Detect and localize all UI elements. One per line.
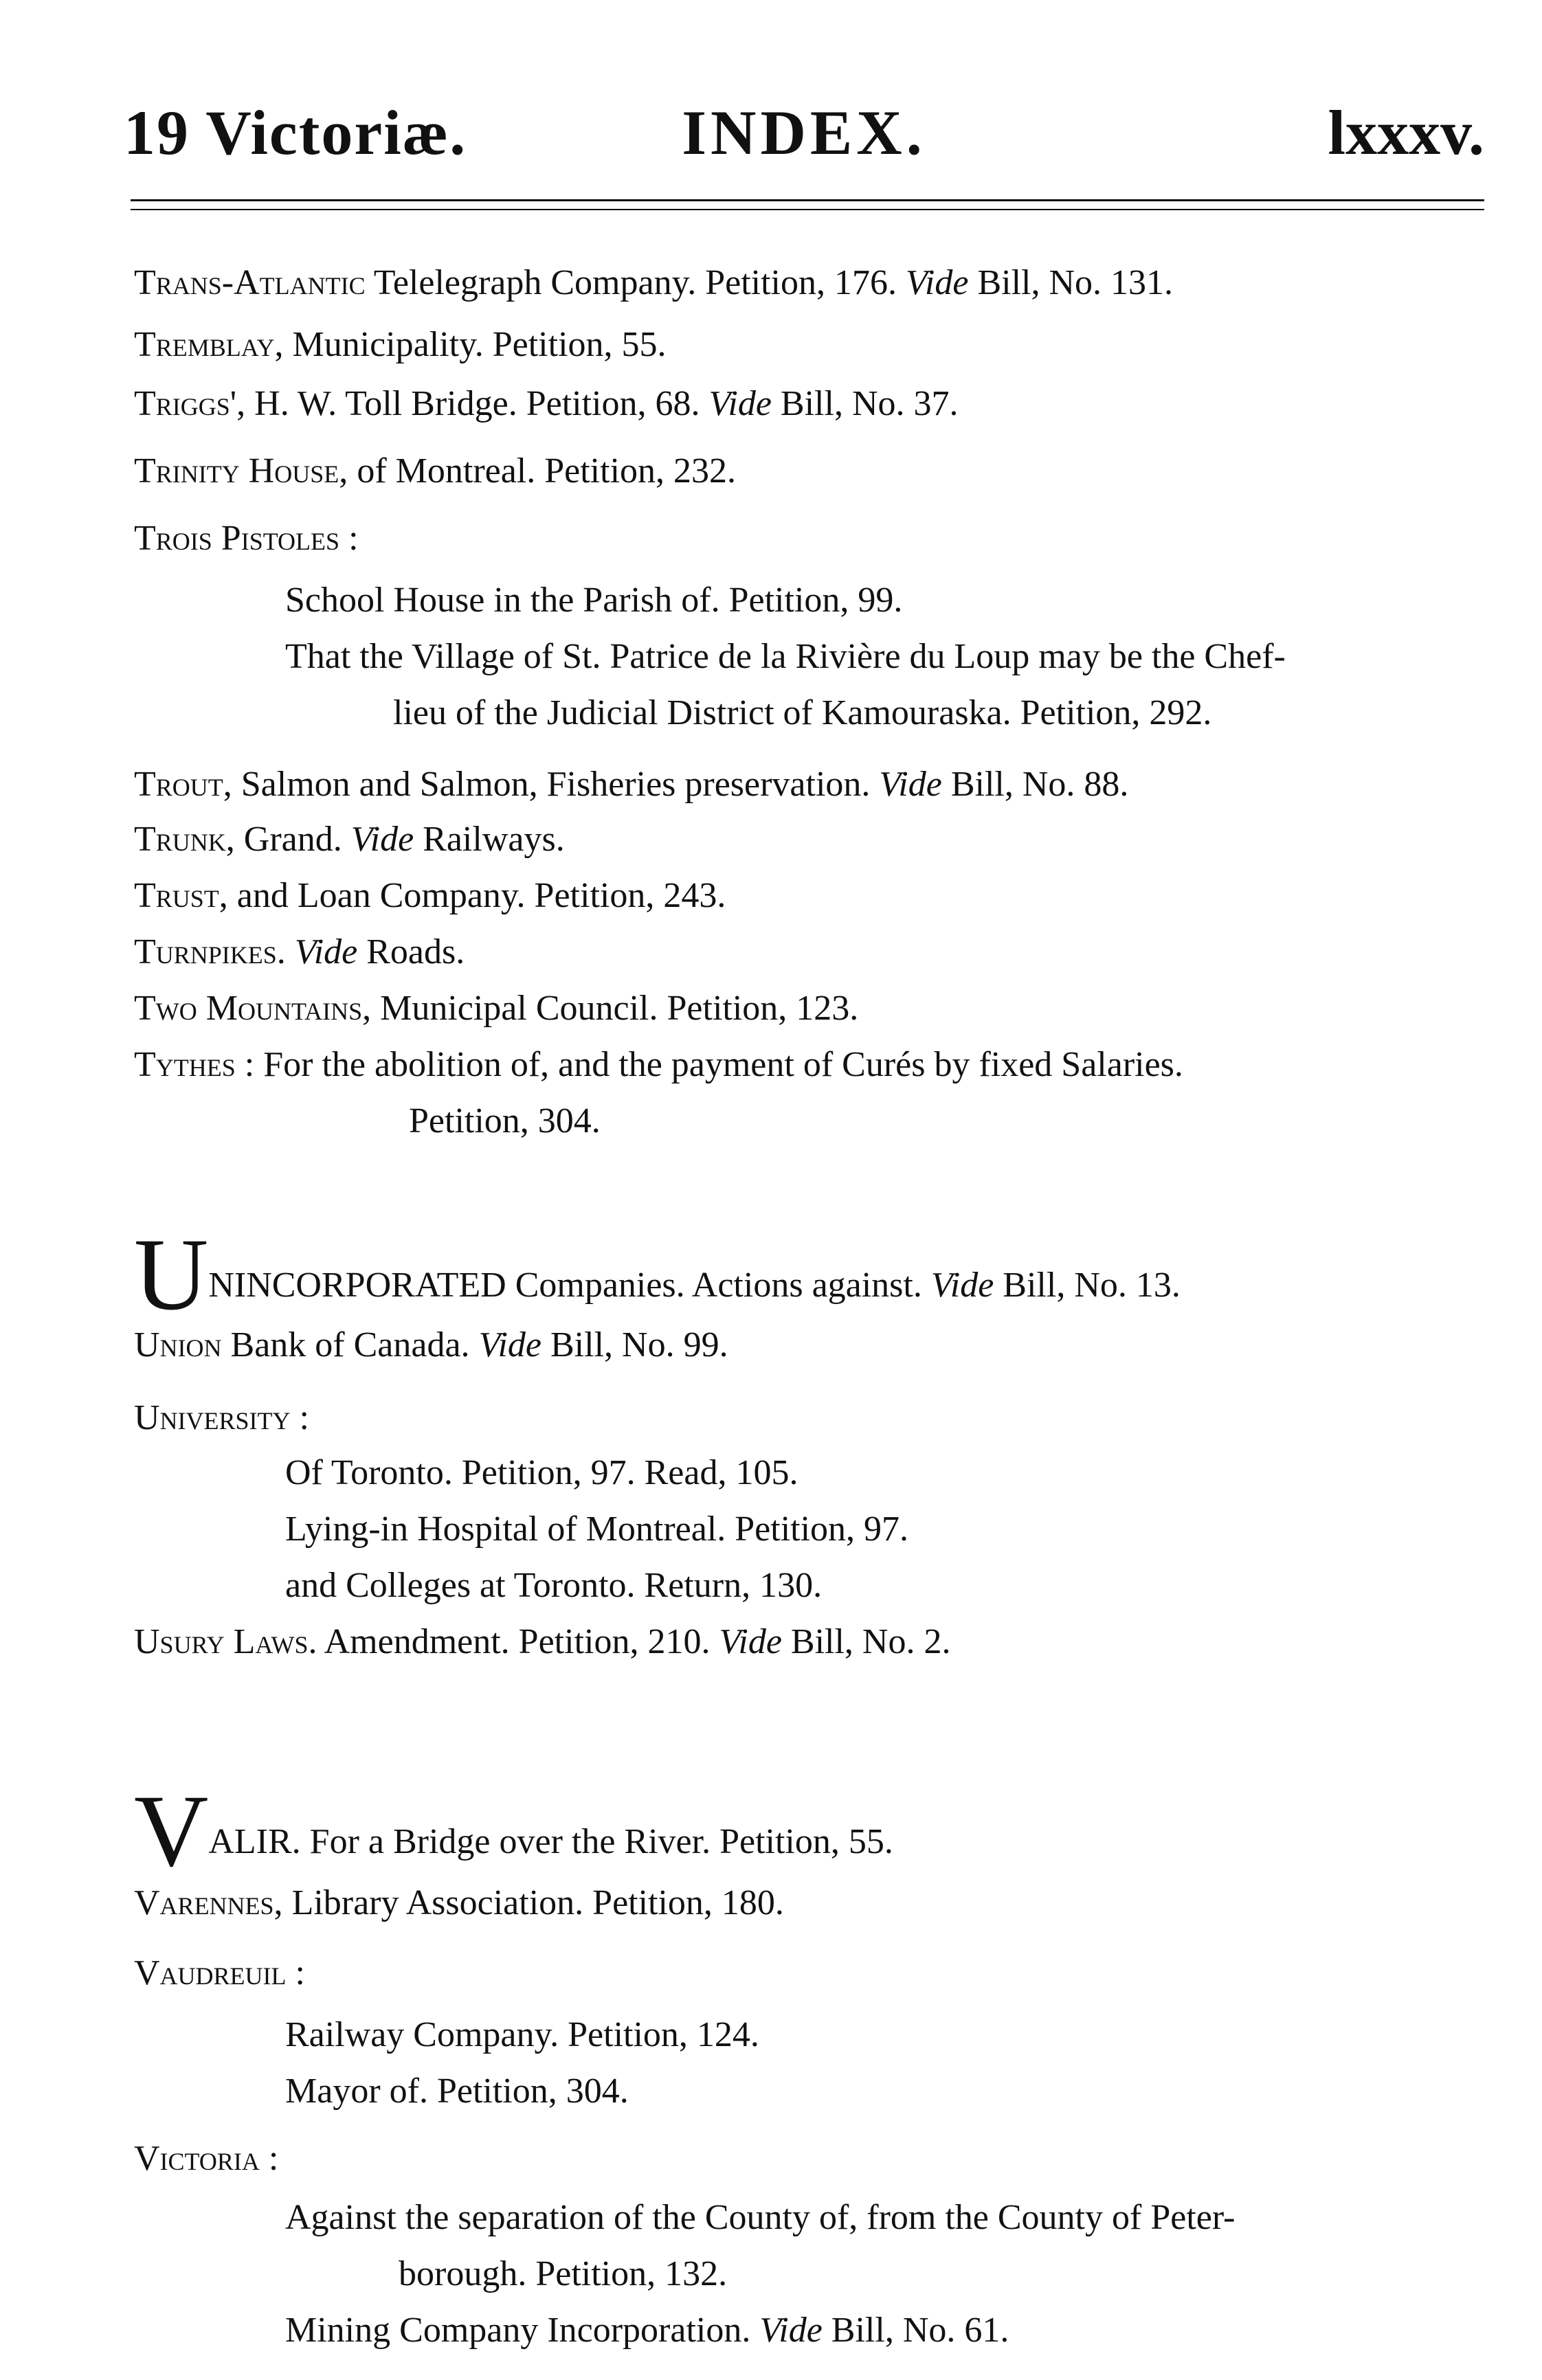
- index-entry: Tremblay, Municipality. Petition, 55.: [134, 325, 667, 364]
- index-entry: Trust, and Loan Company. Petition, 243.: [134, 876, 726, 915]
- header-title: INDEX.: [682, 98, 926, 168]
- drop-cap: V: [134, 1774, 209, 1888]
- index-entry: University :: [134, 1398, 309, 1437]
- header-page-number: lxxxv.: [1328, 98, 1484, 168]
- index-entry: Trunk, Grand. Vide Railways.: [134, 820, 565, 859]
- index-subentry: That the Village of St. Patrice de la Rivière du Loup may be the Chef-: [285, 637, 1286, 676]
- index-subentry: Railway Company. Petition, 124.: [285, 2015, 759, 2054]
- index-subentry: School House in the Parish of. Petition, 99.: [285, 581, 903, 620]
- index-entry-section-start: UNINCORPORATED Companies. Actions against. Vide Bill, No. 13.: [134, 1217, 1181, 1332]
- index-entry: Tythes : For the abolition of, and the payment of Curés by fixed Salaries.: [134, 1045, 1183, 1084]
- index-entry-section-start: VALIR. For a Bridge over the River. Petition, 55.: [134, 1774, 893, 1888]
- index-entry: Triggs', H. W. Toll Bridge. Petition, 68. Vide Bill, No. 37.: [134, 384, 959, 423]
- index-entry-continued: Petition, 304.: [409, 1101, 601, 1141]
- index-entry: Trans-Atlantic Telelegraph Company. Petition, 176. Vide Bill, No. 131.: [134, 263, 1174, 302]
- index-entry: Varennes, Library Association. Petition, 180.: [134, 1883, 784, 1922]
- index-entry: Two Mountains, Municipal Council. Petition, 123.: [134, 989, 859, 1028]
- index-subentry: Lying-in Hospital of Montreal. Petition, 97.: [285, 1509, 909, 1549]
- index-entry: Usury Laws. Amendment. Petition, 210. Vide Bill, No. 2.: [134, 1622, 951, 1661]
- index-entry: Vaudreuil :: [134, 1953, 305, 1992]
- index-entry: Trinity House, of Montreal. Petition, 232.: [134, 451, 737, 491]
- index-subentry: Mining Company Incorporation. Vide Bill, No. 61.: [285, 2311, 1009, 2350]
- index-subentry: Mayor of. Petition, 304.: [285, 2072, 629, 2111]
- header-session: 19 Victoriæ.: [124, 98, 467, 168]
- header-rule-thin: [131, 209, 1484, 210]
- index-entry: Union Bank of Canada. Vide Bill, No. 99.: [134, 1325, 728, 1365]
- index-entry: Trout, Salmon and Salmon, Fisheries preservation. Vide Bill, No. 88.: [134, 765, 1129, 804]
- drop-cap: U: [134, 1217, 209, 1332]
- index-entry: Victoria :: [134, 2139, 279, 2178]
- index-subentry: Against the separation of the County of, from the County of Peter-: [285, 2198, 1236, 2237]
- index-subentry-continued: borough. Petition, 132.: [399, 2254, 728, 2293]
- index-subentry-continued: lieu of the Judicial District of Kamouraska. Petition, 292.: [393, 693, 1212, 732]
- index-entry: Turnpikes. Vide Roads.: [134, 932, 465, 972]
- index-subentry: Of Toronto. Petition, 97. Read, 105.: [285, 1453, 798, 1492]
- index-entry: Trois Pistoles :: [134, 519, 359, 558]
- header-rule: [131, 199, 1484, 201]
- running-header: [124, 96, 1484, 179]
- index-subentry: and Colleges at Toronto. Return, 130.: [285, 1566, 823, 1605]
